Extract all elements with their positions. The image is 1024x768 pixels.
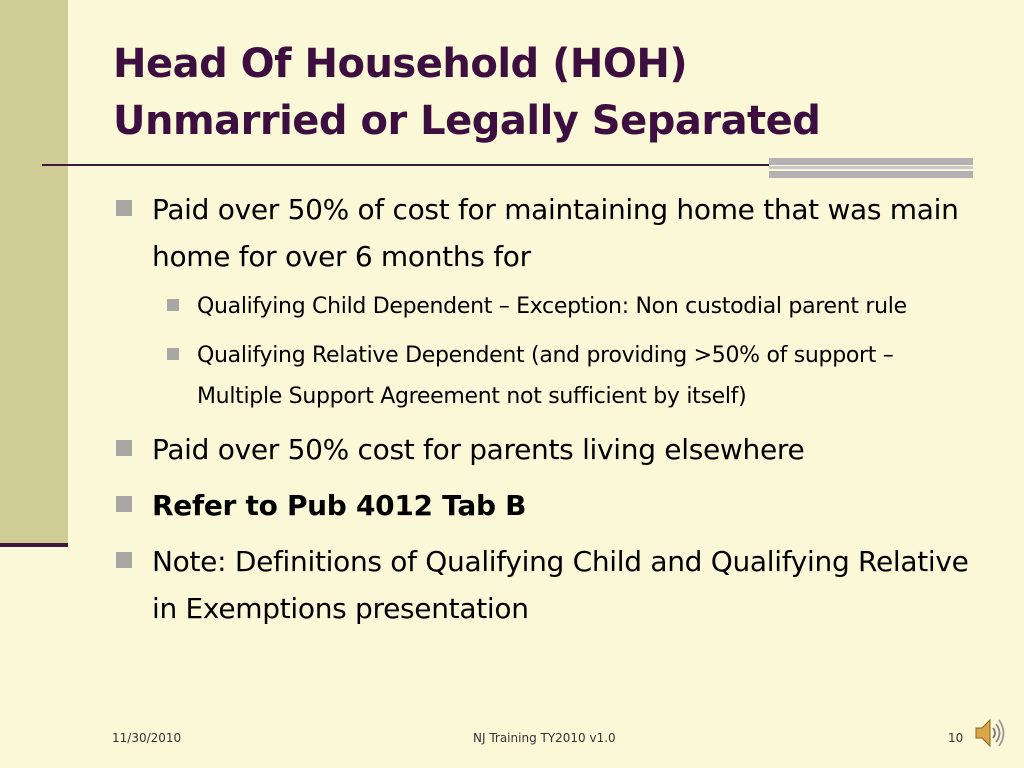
footer-title: NJ Training TY2010 v1.0 [473, 731, 616, 745]
bullet-item [112, 186, 982, 280]
square-bullet-icon [116, 496, 132, 512]
sub-bullet-text: Qualifying Child Dependent – Exception: Non custodial parent rule [197, 294, 907, 319]
square-bullet-icon [116, 200, 132, 216]
square-bullet-icon [167, 348, 179, 360]
slide-title [113, 36, 993, 150]
square-bullet-icon [116, 440, 132, 456]
bullet-list [112, 186, 982, 632]
left-decorative-band [0, 0, 68, 545]
title-underline [42, 164, 769, 166]
bullet-item [112, 426, 982, 473]
bullet-text: Note: Definitions of Qualifying Child and Qualifying Relative in Exemptions presentation [152, 545, 969, 625]
sub-bullet-text: Qualifying Relative Dependent (and providing >50% of support – Multiple Support Agreement not sufficient by itself) [197, 343, 894, 409]
square-bullet-icon [167, 299, 179, 311]
left-band-rule [0, 543, 68, 547]
footer-page-number: 10 [948, 731, 964, 745]
accent-bar-bottom [769, 171, 973, 178]
bullet-item [112, 538, 982, 632]
accent-bar-middle [769, 166, 973, 169]
title-accent-bars [769, 158, 973, 180]
accent-bar-top [769, 158, 973, 165]
sub-bullet-item [112, 286, 982, 327]
bullet-text: Paid over 50% cost for parents living elsewhere [152, 433, 805, 466]
bullet-text-bold: Refer to Pub 4012 Tab B [152, 489, 527, 522]
sub-bullet-item [112, 335, 982, 417]
bullet-item [112, 482, 982, 529]
square-bullet-icon [116, 552, 132, 568]
footer-date: 11/30/2010 [112, 731, 182, 745]
speaker-icon[interactable] [973, 715, 1007, 751]
title-line-2: Unmarried or Legally Separated [113, 98, 821, 144]
bullet-text: Paid over 50% of cost for maintaining home that was main home for over 6 months for [152, 193, 959, 273]
title-line-1: Head Of Household (HOH) [113, 41, 688, 87]
